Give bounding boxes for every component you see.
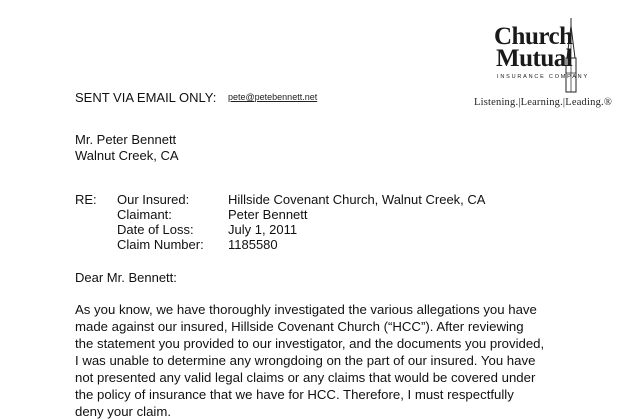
logo-line-church: Church [494,23,573,50]
re-field-value: 1185580 [228,237,278,252]
logo-line-mutual: Mutual [496,45,573,72]
body-line: deny your claim. [75,404,172,419]
re-field-label: Claimant: [117,207,172,222]
re-label: RE: [75,192,97,207]
body-line: made against our insured, Hillside Covenant Church (“HCC”). After reviewing [75,319,524,334]
body-line: the policy of insurance that we have for HCC. Therefore, I must respectfully [75,387,514,402]
sent-via-label: SENT VIA EMAIL ONLY: [75,90,217,105]
re-field-value: Hillside Covenant Church, Walnut Creek, CA [228,192,486,207]
re-field-label: Our Insured: [117,192,190,207]
body-line: not presented any valid legal claims or any claims that would be covered under [75,370,536,385]
recipient-name: Mr. Peter Bennett [75,132,177,147]
body-line: As you know, we have thoroughly investigated the various allegations you have [75,302,537,317]
recipient-email: pete@petebennett.net [228,92,318,102]
recipient-location: Walnut Creek, CA [75,148,179,163]
re-field-value: July 1, 2011 [228,222,298,237]
body-paragraph [75,301,635,420]
logo-subtitle: INSURANCE COMPANY [497,74,589,80]
body-line: I was unable to determine any wrongdoing on the part of our insured. You have [75,353,536,368]
logo-tagline: Listening.|Learning.|Leading.® [474,97,613,108]
re-field-label: Date of Loss: [117,222,194,237]
salutation: Dear Mr. Bennett: [75,270,177,285]
re-field-label: Claim Number: [117,237,204,252]
body-line: the statement you provided to our investigator, and the documents you provided, [75,336,545,351]
re-field-value: Peter Bennett [228,207,308,222]
